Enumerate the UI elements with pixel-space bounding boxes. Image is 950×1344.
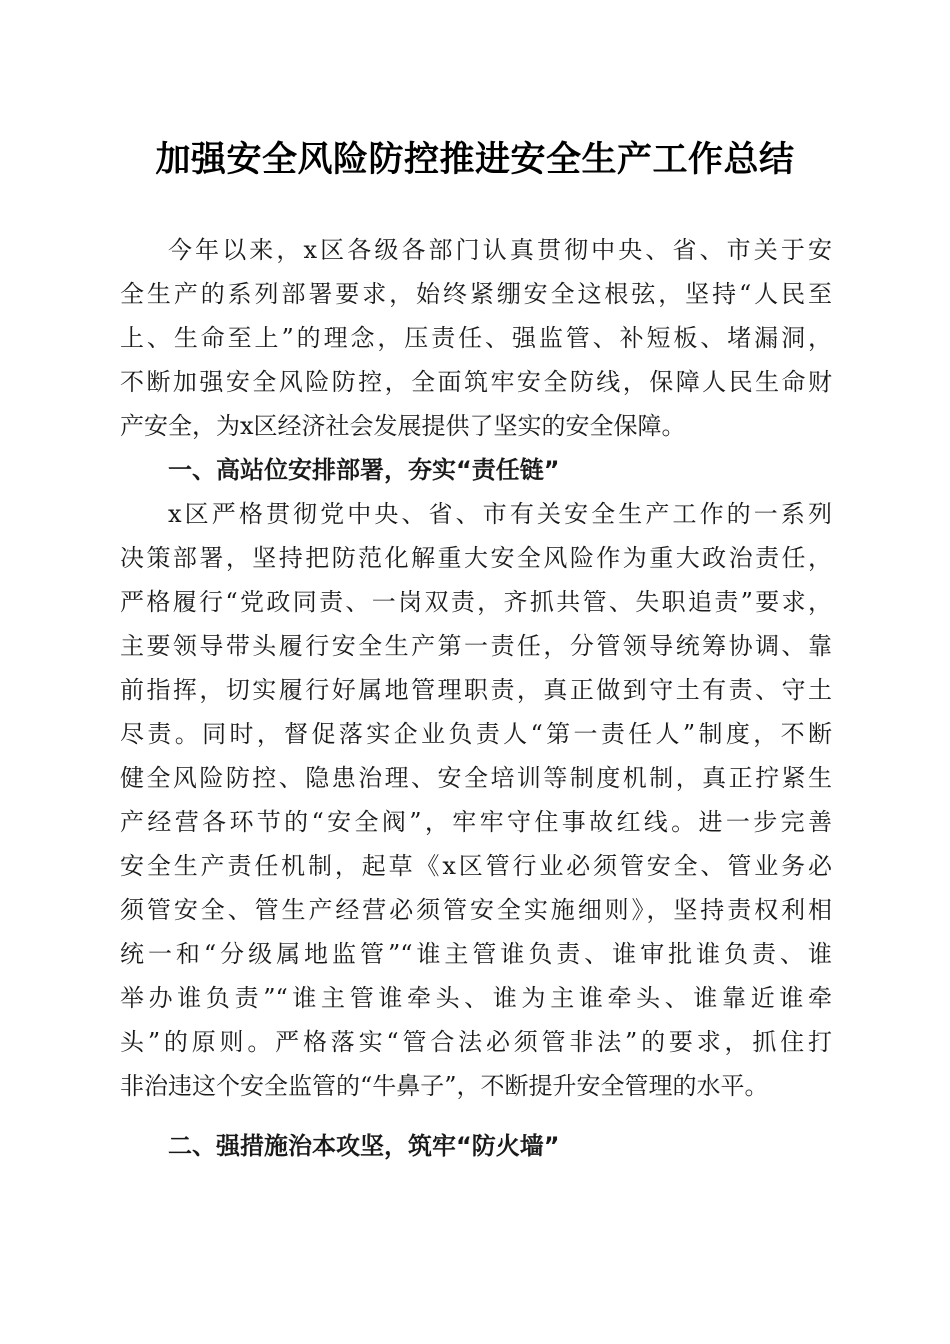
section-2-heading: 二、强措施治本攻坚，筑牢“防火墙” [168, 1132, 560, 1160]
paragraph-line: 前指挥，切实履行好属地管理职责，真正做到守土有责、守土 [120, 676, 832, 704]
paragraph-line: 举办谁负责”“谁主管谁牵头、谁为主谁牵头、谁靠近谁牵 [120, 984, 832, 1012]
intro-paragraph [120, 228, 832, 448]
paragraph-line: 非治违这个安全监管的“牛鼻子”，不断提升安全管理的水平。 [120, 1072, 769, 1100]
paragraph-line: 产安全，为x区经济社会发展提供了坚实的安全保障。 [120, 412, 686, 440]
section-1-paragraph [120, 492, 832, 1108]
paragraph-line: 尽责。同时，督促落实企业负责人“第一责任人”制度，不断 [120, 720, 832, 748]
paragraph-line: 上、生命至上”的理念，压责任、强监管、补短板、堵漏洞， [120, 324, 832, 352]
paragraph-line: 统一和“分级属地监管”“谁主管谁负责、谁审批谁负责、谁 [120, 940, 832, 968]
paragraph-line: 产经营各环节的“安全阀”，牢牢守住事故红线。进一步完善 [120, 808, 832, 836]
paragraph-line: 安全生产责任机制，起草《x区管行业必须管安全、管业务必 [120, 852, 832, 880]
paragraph-line: 不断加强安全风险防控，全面筑牢安全防线，保障人民生命财 [120, 368, 832, 396]
paragraph-line: 头”的原则。严格落实“管合法必须管非法”的要求，抓住打 [120, 1028, 832, 1056]
paragraph-line: 主要领导带头履行安全生产第一责任，分管领导统筹协调、靠 [120, 632, 832, 660]
paragraph-line: 严格履行“党政同责、一岗双责，齐抓共管、失职追责”要求， [120, 588, 832, 616]
document-title: 加强安全风险防控推进安全生产工作总结 [155, 139, 795, 180]
paragraph-line: 健全风险防控、隐患治理、安全培训等制度机制，真正拧紧生 [120, 764, 832, 792]
paragraph-line: 决策部署，坚持把防范化解重大安全风险作为重大政治责任， [120, 544, 832, 572]
paragraph-line: 须管安全、管生产经营必须管安全实施细则》，坚持责权利相 [120, 896, 832, 924]
paragraph-line: x区严格贯彻党中央、省、市有关安全生产工作的一系列 [168, 500, 832, 528]
paragraph-line: 全生产的系列部署要求，始终紧绷安全这根弦，坚持“人民至 [120, 280, 832, 308]
paragraph-line: 今年以来，x区各级各部门认真贯彻中央、省、市关于安 [168, 236, 832, 264]
section-1-heading: 一、高站位安排部署，夯实“责任链” [168, 456, 560, 484]
